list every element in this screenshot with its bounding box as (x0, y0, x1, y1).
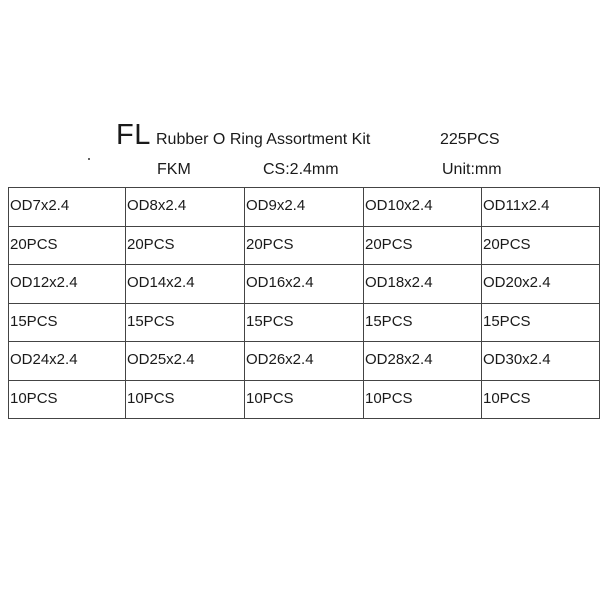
size-table (8, 187, 600, 419)
quantity-cell: 10PCS (364, 380, 482, 419)
quantity-cell: 10PCS (482, 380, 600, 419)
quantity-cell: 15PCS (482, 303, 600, 342)
size-table-body (9, 188, 600, 419)
quantity-cell: 20PCS (245, 226, 364, 265)
size-cell: OD26x2.4 (245, 342, 364, 381)
size-cell: OD10x2.4 (364, 188, 482, 227)
size-cell: OD12x2.4 (9, 265, 126, 304)
quantity-cell: 20PCS (482, 226, 600, 265)
size-row (9, 342, 600, 381)
size-cell: OD25x2.4 (126, 342, 245, 381)
quantity-cell: 10PCS (245, 380, 364, 419)
quantity-cell: 20PCS (9, 226, 126, 265)
quantity-cell: 15PCS (245, 303, 364, 342)
size-cell: OD16x2.4 (245, 265, 364, 304)
quantity-cell: 10PCS (126, 380, 245, 419)
unit-label: Unit:mm (442, 161, 502, 178)
size-cell: OD9x2.4 (245, 188, 364, 227)
stray-dot (88, 158, 90, 160)
total-count: 225PCS (440, 131, 500, 148)
quantity-row (9, 380, 600, 419)
size-cell: OD11x2.4 (482, 188, 600, 227)
size-row (9, 265, 600, 304)
size-cell: OD14x2.4 (126, 265, 245, 304)
size-cell: OD24x2.4 (9, 342, 126, 381)
size-cell: OD18x2.4 (364, 265, 482, 304)
quantity-cell: 10PCS (9, 380, 126, 419)
cross-section-label: CS:2.4mm (263, 161, 339, 178)
size-cell: OD8x2.4 (126, 188, 245, 227)
size-cell: OD7x2.4 (9, 188, 126, 227)
material-label: FKM (157, 161, 191, 178)
quantity-row (9, 226, 600, 265)
size-cell: OD28x2.4 (364, 342, 482, 381)
kit-title: Rubber O Ring Assortment Kit (156, 131, 371, 148)
quantity-cell: 15PCS (126, 303, 245, 342)
quantity-cell: 20PCS (126, 226, 245, 265)
brand-label: FL (116, 119, 151, 151)
quantity-cell: 20PCS (364, 226, 482, 265)
quantity-row (9, 303, 600, 342)
quantity-cell: 15PCS (364, 303, 482, 342)
size-cell: OD30x2.4 (482, 342, 600, 381)
size-cell: OD20x2.4 (482, 265, 600, 304)
quantity-cell: 15PCS (9, 303, 126, 342)
size-row (9, 188, 600, 227)
